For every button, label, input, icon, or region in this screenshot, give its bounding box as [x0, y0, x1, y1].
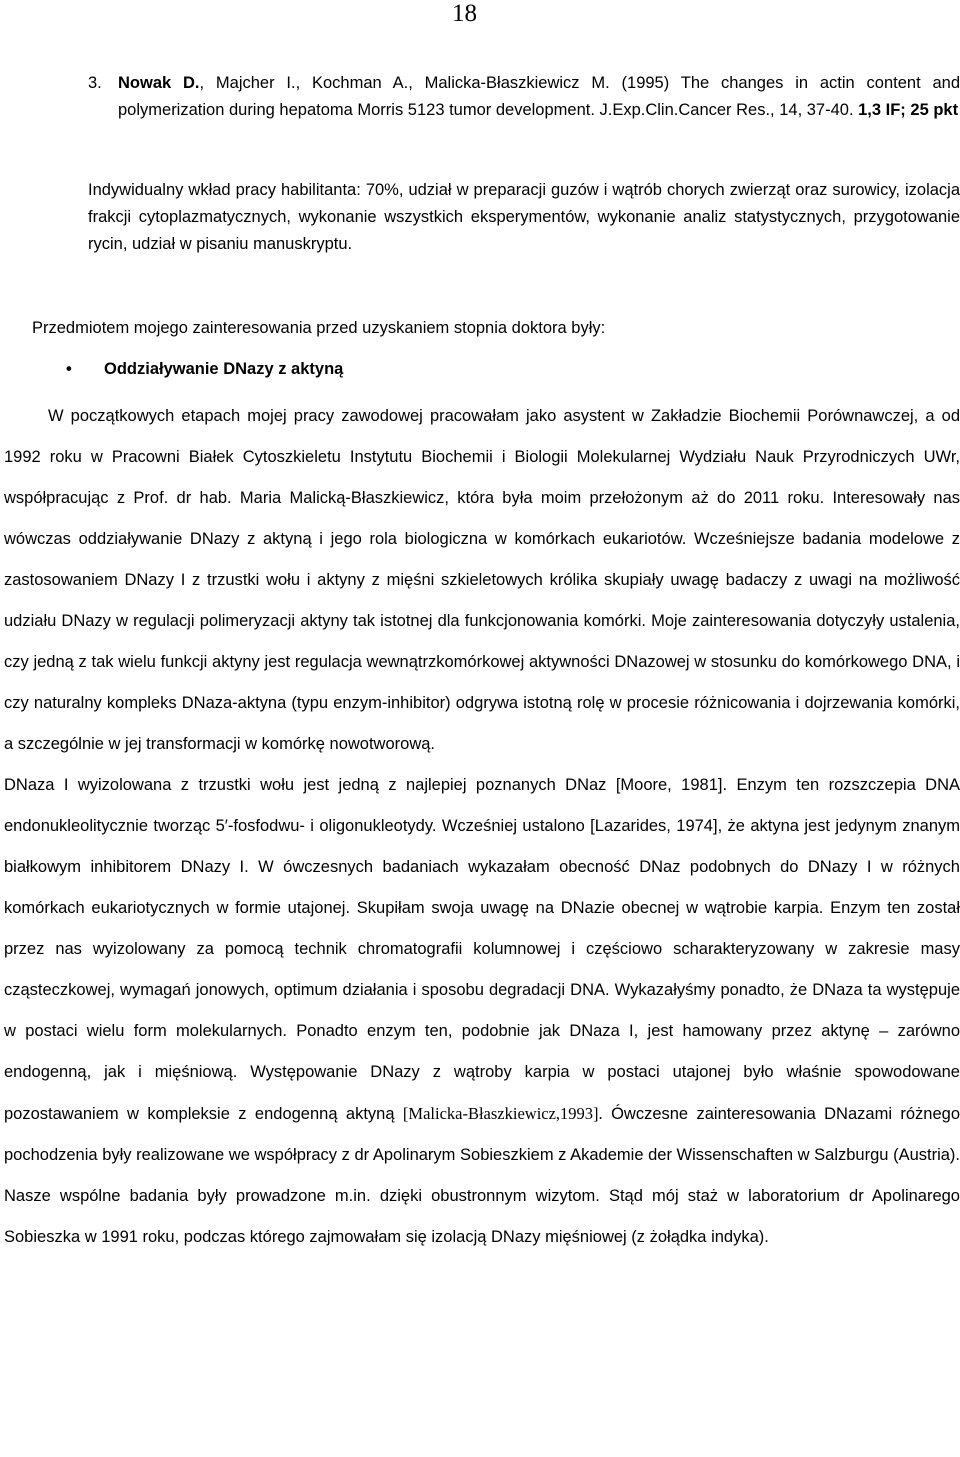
- paragraph-2-part-1: DNaza I wyizolowana z trzustki wołu jest jedną z najlepiej poznanych DNaz [Moore, 1981]. Enzym ten rozszczepia DNA endonukleolitycznie tworząc 5′-fosfodwu- i oligonukleotydy. Wcześniej ustalono [Lazarides, 1974], że aktyna jest jedynym znanym białkowym inhibitorem DNazy I. W ówczesnych badaniach wykazałam obecność DNaz podobnych do DNazy I w różnych komórkach eukariotycznych w formie utajonej. Skupiłam swoja uwagę na DNazie obecnej w wątrobie karpia. Enzym ten został przez nas wyizolowany za pomocą technik chromatografii kolumnowej i częściowo scharakteryzowany w zakresie masy cząsteczkowej, wymagań jonowych, optimum działania i sposobu degradacji DNA. Wykazałyśmy ponadto, że DNaza ta występuje w postaci wielu form molekularnych. Ponadto enzym ten, podobnie jak DNaza I, jest hamowany przez aktynę – zarówno endogenną, jak i mięśniową. Występowanie DNazy z wątroby karpia w postaci utajonej było właśnie spowodowane pozostawaniem w kompleksie z endogenną aktyną: [4, 776, 960, 1123]
- contribution-statement: Indywidualny wkład pracy habilitanta: 70%, udział w preparacji guzów i wątrób chorych zwierząt oraz surowicy, izolacja frakcji cytoplazmatycznych, wykonanie wszystkich eksperymentów, wykonanie analiz statystycznych, przygotowanie rycin, udział w pisaniu manuskryptu.: [88, 181, 960, 253]
- reference-number: 3.: [88, 74, 102, 92]
- intro-sentence: Przedmiotem mojego zainteresowania przed uzyskaniem stopnia doktora były:: [32, 319, 606, 337]
- reference-entry: [88, 70, 960, 124]
- page-number: 18: [452, 0, 477, 27]
- section-heading: Oddziaływanie DNazy z aktyną: [104, 360, 344, 378]
- reference-body: [88, 70, 960, 124]
- reference-authors-bold: Nowak D.: [118, 74, 200, 92]
- citation-malicka: [Malicka-Błaszkiewicz,1993].: [402, 1104, 603, 1123]
- bullet-icon: •: [66, 360, 72, 378]
- reference-metrics: 1,3 IF; 25 pkt: [858, 101, 959, 119]
- paragraph-2: [4, 765, 960, 1258]
- reference-text: , Majcher I., Kochman A., Malicka-Błaszkiewicz M. (1995) The changes in actin content and polymerization during hepatoma Morris 5123 tumor development. J.Exp.Clin.Cancer Res., 14, 37-40.: [118, 74, 960, 119]
- main-text: [4, 396, 960, 1258]
- paragraph-2-part-2: Ówczesne zainteresowania DNazami różnego pochodzenia były realizowane we współpracy z dr Apolinarym Sobieszkiem z Akademie der Wissenschaften w Salzburgu (Austria). Nasze wspólne badania były prowadzone m.in. dzięki obustronnym wizytom. Stąd mój staż w laboratorium dr Apolinarego Sobieszka w 1991 roku, podczas którego zajmowałam się izolacją DNazy mięśniowej (z żołądka indyka).: [4, 1105, 960, 1246]
- paragraph-1: W początkowych etapach mojej pracy zawodowej pracowałam jako asystent w Zakładzie Biochemii Porównawczej, a od 1992 roku w Pracowni Białek Cytoszkieletu Instytutu Biochemii i Biologii Molekularnej Wydziału Nauk Przyrodniczych UWr, współpracując z Prof. dr hab. Maria Malicką-Błaszkiewicz, która była moim przełożonym aż do 2011 roku. Interesowały nas wówczas oddziaływanie DNazy z aktyną i jego rola biologiczna w komórkach eukariotów. Wcześniejsze badania modelowe z zastosowaniem DNazy I z trzustki wołu i aktyny z mięśni szkieletowych królika skupiały uwagę badaczy z uwagi na możliwość udziału DNazy w regulacji polimeryzacji aktyny tak istotnej dla funkcjonowania komórki. Moje zainteresowania dotyczyły ustalenia, czy jedną z tak wielu funkcji aktyny jest regulacja wewnątrzkomórkowej aktywności DNazowej w stosunku do komórkowego DNA, i czy naturalny kompleks DNaza-aktyna (typu enzym-inhibitor) odgrywa istotną rolę w procesie różnicowania i dojrzewania komórki, a szczególnie w jej transformacji w komórkę nowotworową.: [4, 407, 960, 753]
